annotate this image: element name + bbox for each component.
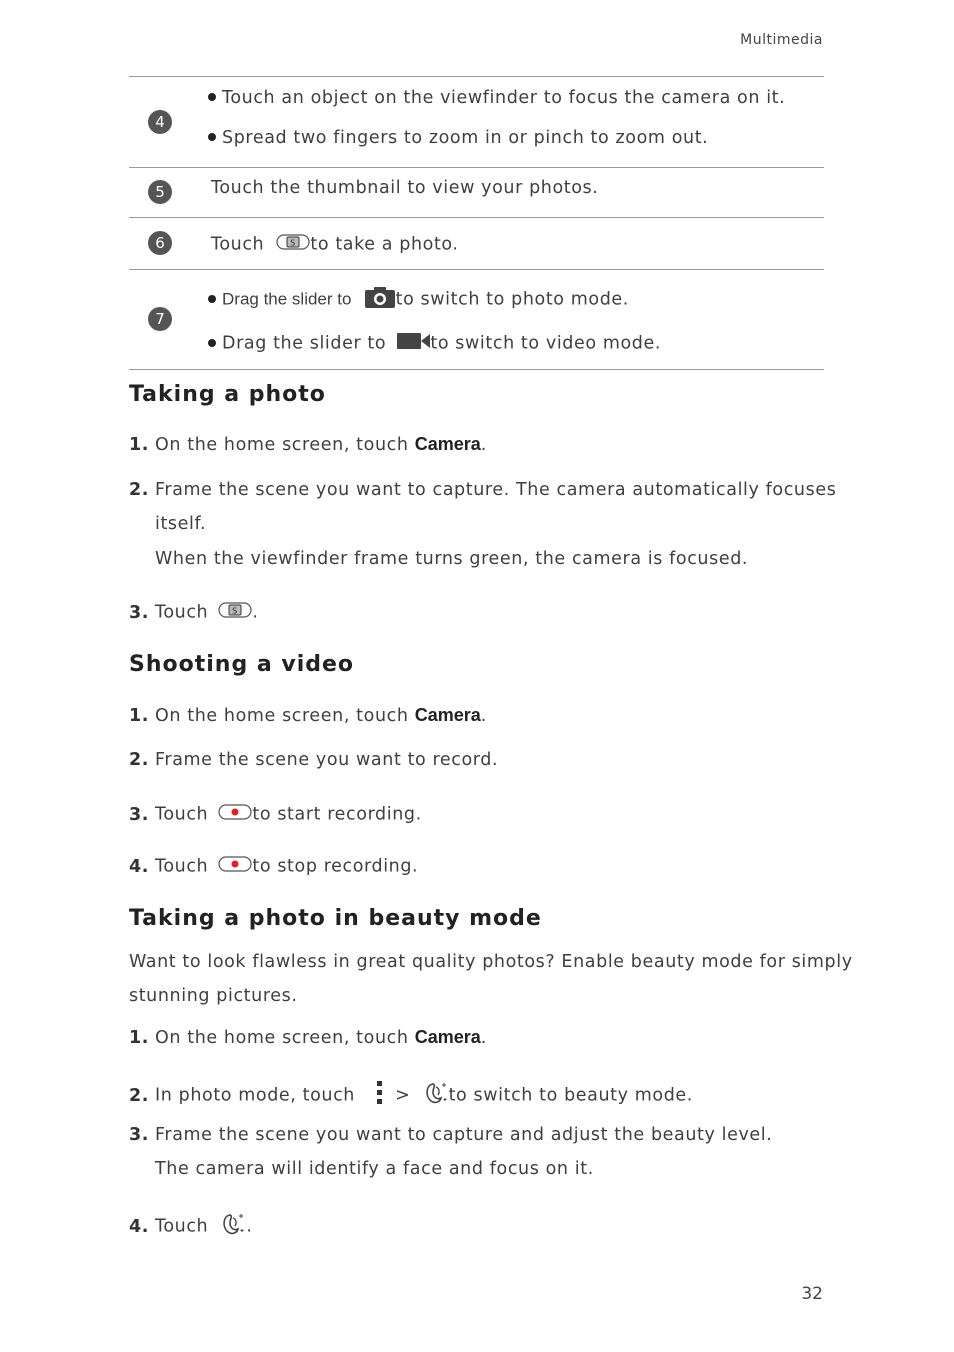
table-row-5-text: Touch the thumbnail to view your photos. — [211, 178, 599, 198]
photo-step-1 — [129, 434, 487, 455]
beauty-step-2 — [129, 1079, 693, 1112]
section-title-taking-photo: Taking a photo — [129, 382, 326, 407]
table-row-4-line-2 — [208, 128, 708, 148]
step-period: . — [246, 1216, 253, 1237]
step-badge-7: 7 — [148, 307, 172, 331]
step-text: Touch — [155, 602, 209, 623]
section-title-shooting-video: Shooting a video — [129, 652, 355, 677]
step-badge-5: 5 — [148, 180, 172, 204]
table-row-6-pre: Touch — [211, 234, 265, 255]
step-text-post: to start recording. — [252, 804, 422, 825]
step-period: . — [252, 602, 259, 623]
camera-app-name: Camera — [414, 434, 481, 454]
table-rule — [129, 217, 824, 218]
table-row-4-text-1: Touch an object on the viewfinder to focus the camera on it. — [222, 88, 786, 108]
step-badge-4: 4 — [148, 110, 172, 134]
step-number: 3. — [129, 602, 150, 623]
step-text: Touch — [155, 1216, 209, 1237]
step-period: . — [480, 1028, 487, 1048]
step-number: 2. — [129, 1085, 150, 1106]
step-period: . — [480, 435, 487, 455]
page-number: 32 — [801, 1284, 823, 1304]
menu-separator: > — [395, 1085, 411, 1106]
video-step-2 — [129, 750, 498, 770]
step-period: . — [480, 706, 487, 726]
photo-step-2-continuation: itself. — [155, 514, 207, 534]
beauty-intro-line-1: Want to look flawless in great quality photos? Enable beauty mode for simply — [129, 952, 853, 972]
photo-step-2 — [129, 480, 836, 500]
bullet-icon — [208, 133, 216, 141]
step-number: 1. — [129, 435, 150, 455]
video-step-4 — [129, 855, 418, 878]
table-row-4-text-2: Spread two fingers to zoom in or pinch to zoom out. — [222, 128, 709, 148]
camera-shutter-icon — [218, 601, 252, 624]
step-text: On the home screen, touch — [155, 1028, 415, 1048]
table-rule — [129, 167, 824, 168]
step-text-post: to stop recording. — [252, 856, 419, 877]
step-text: Touch — [155, 804, 209, 825]
step-number: 2. — [129, 480, 150, 500]
record-button-icon — [218, 855, 252, 878]
step-number: 4. — [129, 856, 150, 877]
beauty-step-4 — [129, 1211, 253, 1242]
svg-text:S: S — [232, 606, 239, 616]
table-row-6-text — [211, 233, 459, 256]
step-text: Frame the scene you want to capture. The camera automatically focuses — [155, 480, 837, 500]
beauty-mode-icon — [218, 1211, 246, 1242]
table-rule — [129, 76, 824, 77]
svg-text:S: S — [290, 238, 297, 248]
beauty-intro-line-2: stunning pictures. — [129, 986, 298, 1006]
beauty-mode-icon — [421, 1080, 449, 1111]
step-number: 1. — [129, 706, 150, 726]
table-row-7-post-2: to switch to video mode. — [430, 333, 662, 354]
more-vertical-icon — [375, 1079, 385, 1112]
table-rule — [129, 269, 824, 270]
step-number: 3. — [129, 1125, 150, 1145]
photo-mode-camera-icon — [364, 285, 396, 314]
table-row-7-line-1 — [208, 285, 629, 314]
step-text: Frame the scene you want to capture and adjust the beauty level. — [155, 1125, 773, 1145]
step-badge-6: 6 — [148, 231, 172, 255]
step-text: On the home screen, touch — [155, 706, 415, 726]
beauty-step-3 — [129, 1125, 772, 1145]
beauty-step-1 — [129, 1027, 487, 1048]
table-row-7-line-2 — [208, 331, 661, 356]
table-row-7-pre-1: Drag the slider to — [222, 289, 352, 309]
step-text: On the home screen, touch — [155, 435, 415, 455]
table-row-7-post-1: to switch to photo mode. — [395, 289, 629, 310]
video-step-1 — [129, 705, 487, 726]
step-number: 2. — [129, 750, 150, 770]
step-number: 4. — [129, 1216, 150, 1237]
section-header: Multimedia — [740, 32, 823, 48]
step-text: Frame the scene you want to record. — [155, 750, 499, 770]
table-rule — [129, 369, 824, 370]
section-title-beauty-mode: Taking a photo in beauty mode — [129, 906, 542, 931]
step-number: 3. — [129, 804, 150, 825]
camera-app-name: Camera — [414, 705, 481, 725]
step-number: 1. — [129, 1028, 150, 1048]
record-button-icon — [218, 803, 252, 826]
photo-step-2-note: When the viewfinder frame turns green, the camera is focused. — [155, 549, 749, 569]
camera-shutter-icon — [276, 233, 310, 256]
table-row-7-pre-2: Drag the slider to — [222, 333, 387, 354]
bullet-icon — [208, 93, 216, 101]
table-row-4-line-1 — [208, 88, 785, 108]
step-text: In photo mode, touch — [155, 1085, 355, 1106]
video-camera-icon — [396, 331, 430, 356]
video-step-3 — [129, 803, 422, 826]
step-text: Touch — [155, 856, 209, 877]
photo-step-3 — [129, 601, 259, 624]
beauty-step-3-note: The camera will identify a face and focus on it. — [155, 1159, 594, 1179]
bullet-icon — [208, 295, 216, 303]
camera-app-name: Camera — [414, 1027, 481, 1047]
bullet-icon — [208, 339, 216, 347]
table-row-6-post: to take a photo. — [310, 234, 459, 255]
step-text-post: to switch to beauty mode. — [448, 1085, 693, 1106]
